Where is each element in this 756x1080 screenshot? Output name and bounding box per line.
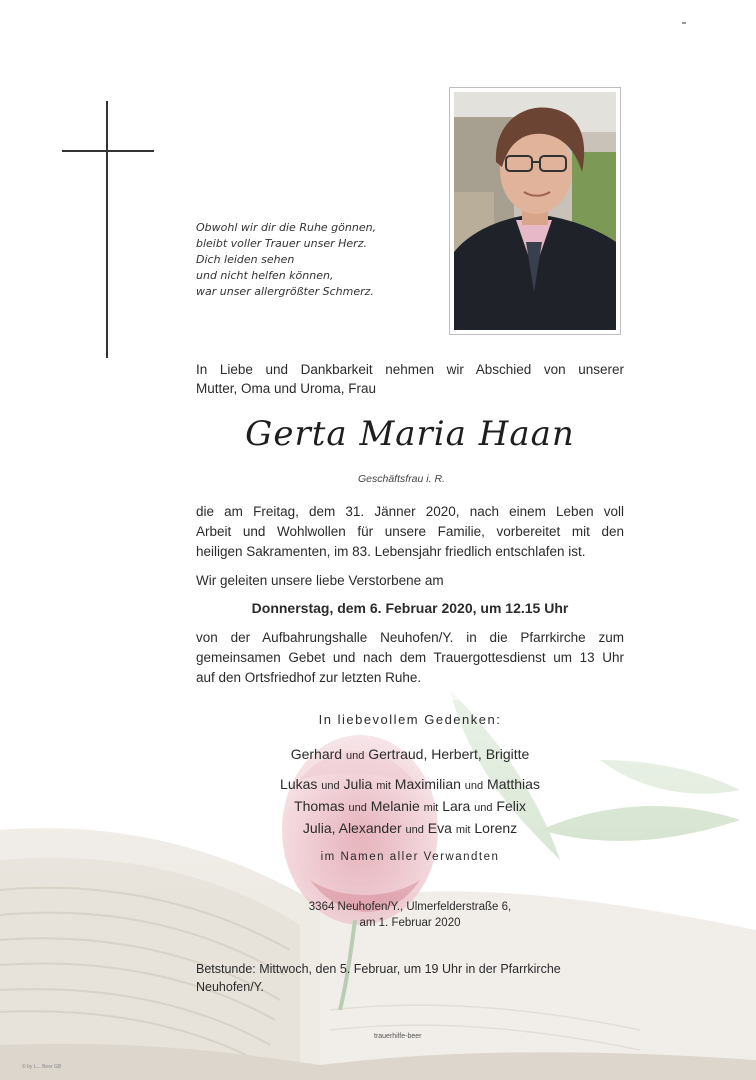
- prayer-line: Betstunde: Mittwoch, den 5. Februar, um 19 Uhr in der Pfarrkirche: [196, 962, 561, 976]
- poem-line: bleibt voller Trauer unser Herz.: [196, 237, 367, 250]
- mourner-name: Lorenz: [474, 820, 518, 836]
- funeral-route: [196, 628, 624, 688]
- mourner-name: Gertraud, Herbert, Brigitte: [368, 746, 530, 762]
- mourners-row: [196, 744, 624, 766]
- funeral-date: Donnerstag, dem 6. Februar 2020, um 12.15 Uhr: [251, 600, 569, 616]
- deceased-title: Geschäftsfrau i. R.: [358, 473, 445, 485]
- cross-icon: [106, 101, 108, 358]
- poem-line: war unser allergrößter Schmerz.: [196, 285, 374, 298]
- route-line: gemeinsamen Gebet und nach dem Trauergottesdienst um 13 Uhr: [196, 650, 624, 665]
- connector: mit: [423, 802, 439, 814]
- relatives-line: im Namen aller Verwandten: [320, 851, 500, 863]
- address-date: am 1. Februar 2020: [359, 917, 461, 929]
- obituary-line: Arbeit und Wohlwollen für unsere Familie, vorbereitet mit den: [196, 524, 624, 539]
- portrait-frame: [449, 87, 621, 335]
- mourner-name: Lukas: [280, 776, 318, 792]
- cross-icon-bar: [62, 150, 154, 152]
- mourners-heading: In liebevollem Gedenken:: [318, 712, 502, 727]
- intro-line: Mutter, Oma und Uroma, Frau: [196, 381, 377, 396]
- mourner-name: Gerhard: [290, 746, 343, 762]
- obituary-line: heiligen Sakramenten, im 83. Lebensjahr friedlich entschlafen ist.: [196, 544, 586, 559]
- connector: mit: [455, 824, 471, 836]
- deceased-name: Gerta Maria Haan: [245, 414, 575, 454]
- connector: mit: [376, 780, 391, 792]
- connector: und: [464, 780, 484, 792]
- mourner-name: Felix: [496, 798, 526, 814]
- connector: und: [321, 780, 340, 792]
- copyright-mark: © by L... Beer GB: [22, 1064, 62, 1070]
- mourner-name: Julia, Alexander: [302, 820, 402, 836]
- obituary-text: [196, 502, 624, 562]
- footer-credit: trauerhilfe-beer: [374, 1033, 422, 1040]
- corner-mark: [682, 22, 686, 24]
- prayer-hour: [196, 960, 624, 996]
- poem-line: Dich leiden sehen: [196, 253, 295, 266]
- mourner-name: Maximilian: [394, 776, 461, 792]
- prayer-line: Neuhofen/Y.: [196, 980, 264, 994]
- portrait-photo: [454, 92, 616, 330]
- mourner-name: Melanie: [370, 798, 420, 814]
- poem-line: Obwohl wir dir die Ruhe gönnen,: [196, 221, 377, 234]
- mourner-name: Eva: [427, 820, 452, 836]
- connector: und: [345, 750, 365, 762]
- mourner-name: Matthias: [487, 776, 540, 792]
- poem: [196, 220, 436, 300]
- connector: und: [348, 802, 367, 814]
- route-line: von der Aufbahrungshalle Neuhofen/Y. in die Pfarrkirche zum: [196, 630, 624, 645]
- intro-line: In Liebe und Dankbarkeit nehmen wir Abschied von unserer: [196, 362, 624, 377]
- mourners-list: [196, 744, 624, 840]
- mourner-name: Julia: [343, 776, 373, 792]
- poem-line: und nicht helfen können,: [196, 269, 334, 282]
- escort-text: Wir geleiten unsere liebe Verstorbene am: [196, 573, 444, 588]
- mourner-name: Lara: [442, 798, 471, 814]
- obituary-line: die am Freitag, dem 31. Jänner 2020, nach einem Leben voll: [196, 504, 624, 519]
- connector: und: [474, 802, 493, 814]
- mourners-row: [196, 818, 624, 840]
- connector: und: [405, 824, 424, 836]
- mourners-row: [196, 796, 624, 818]
- address-block: [196, 899, 624, 931]
- intro-text: [196, 360, 624, 398]
- address-line: 3364 Neuhofen/Y., Ulmerfelderstraße 6,: [308, 901, 512, 913]
- mourners-row: [196, 774, 624, 796]
- route-line: auf den Ortsfriedhof zur letzten Ruhe.: [196, 670, 422, 685]
- mourner-name: Thomas: [294, 798, 345, 814]
